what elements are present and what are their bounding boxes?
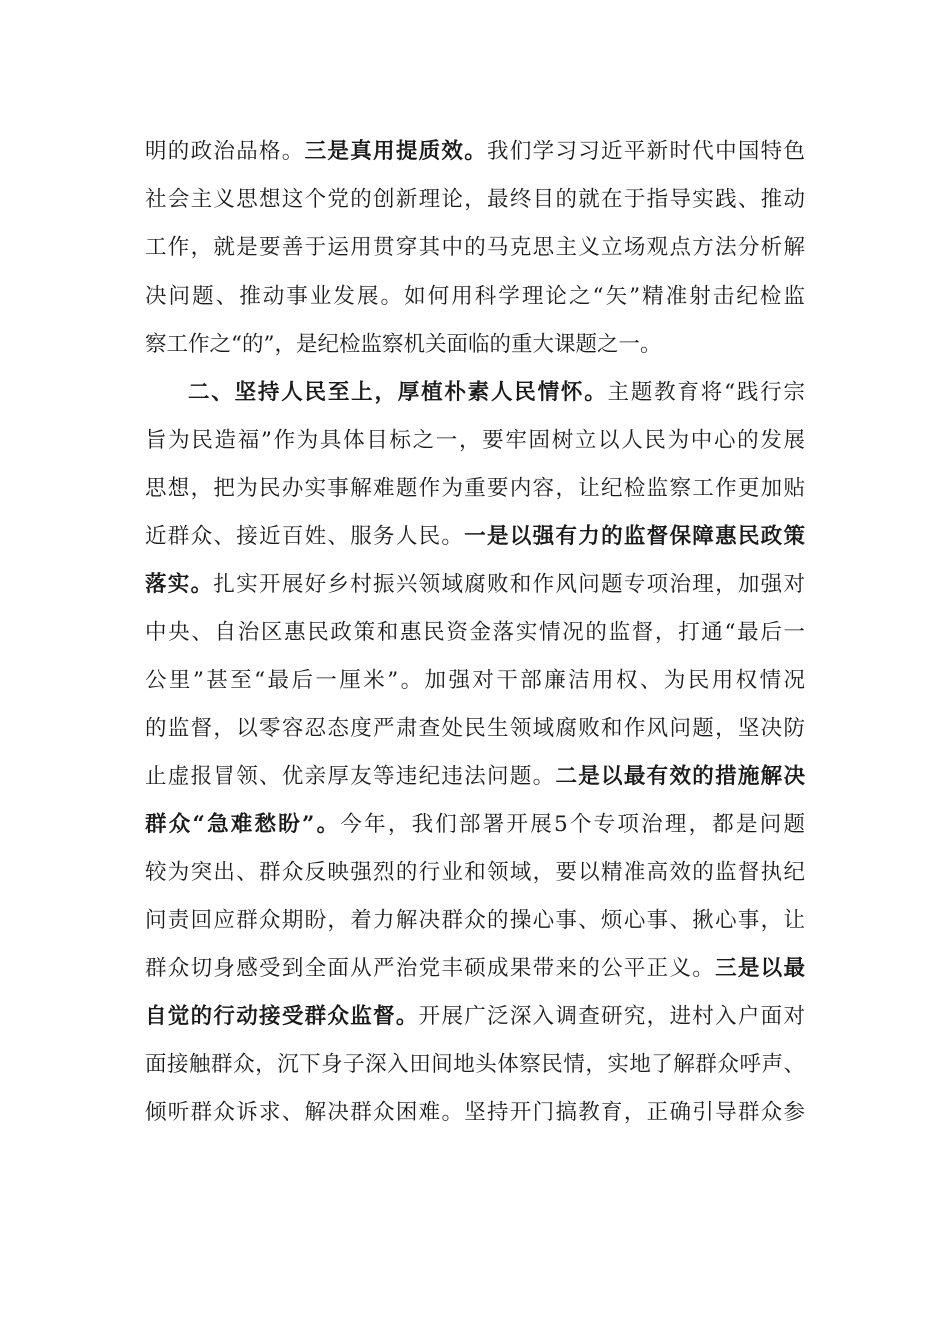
text-run-bold: 三是真用提质效。 [304, 139, 488, 164]
text-line [145, 709, 805, 749]
text-line [145, 325, 805, 365]
text-line [145, 517, 805, 557]
text-run: 旨为民造福”作为具体目标之一，要牢固树立以人民为中心的发展 [145, 428, 805, 453]
text-run: 公里”甚至“最后一厘米”。加强对干部廉洁用权、为民用权情况 [145, 668, 805, 693]
text-line [145, 997, 805, 1037]
text-run-bold: 落实。 [145, 572, 214, 597]
text-run: 面接触群众，沉下身子深入田间地头体察民情，实地了解群众呼声、 [145, 1052, 805, 1077]
section-heading: 二、坚持人民至上，厚植朴素人民情怀。 [188, 380, 608, 405]
text-line [145, 277, 805, 317]
text-line [145, 757, 805, 797]
text-run: 察工作之“的”，是纪检监察机关面临的重大课题之一。 [145, 332, 662, 357]
text-run: 我们学习习近平新时代中国特色 [487, 139, 805, 164]
text-run: 今年，我们部署开展5个专项治理，都是问题 [340, 812, 806, 837]
text-run: 明的政治品格。 [145, 139, 305, 164]
text-line [145, 661, 805, 701]
text-line [145, 180, 805, 220]
text-run: 社会主义思想这个党的创新理论，最终目的就在于指导实践、推动 [145, 187, 805, 212]
text-line [145, 132, 805, 172]
text-line [145, 949, 805, 989]
text-run-bold: 三是以最 [715, 956, 805, 981]
text-run: 中央、自治区惠民政策和惠民资金落实情况的监督，打通“最后一 [145, 620, 805, 645]
text-run: 开展广泛深入调查研究，进村入户面对 [418, 1004, 805, 1029]
text-run: 止虚报冒领、优亲厚友等违纪违法问题。 [145, 764, 556, 789]
text-run: 思想，把为民办实事解难题作为重要内容，让纪检监察工作更加贴 [145, 476, 805, 501]
text-run: 近群众、接近百姓、服务人民。 [145, 524, 465, 549]
text-run: 较为突出、群众反映强烈的行业和领域，要以精准高效的监督执纪 [145, 860, 805, 885]
text-run-bold: 一是以强有力的监督保障惠民政策 [464, 524, 805, 549]
text-line [145, 853, 805, 893]
text-run-bold: 自觉的行动接受群众监督。 [145, 1004, 419, 1029]
text-run-bold: 二是以最有效的措施解决 [555, 764, 805, 789]
text-line [145, 613, 805, 653]
text-line [188, 373, 805, 413]
text-run: 倾听群众诉求、解决群众困难。坚持开门搞教育，正确引导群众参 [145, 1100, 805, 1125]
text-run: 的监督，以零容忍态度严肃查处民生领域腐败和作风问题，坚决防 [145, 716, 805, 741]
text-line [145, 421, 805, 461]
text-line [145, 228, 805, 268]
text-run-bold: 群众“急难愁盼”。 [145, 812, 341, 837]
text-line [145, 901, 805, 941]
text-line [145, 1093, 805, 1133]
text-line [145, 469, 805, 509]
text-run: 群众切身感受到全面从严治党丰硕成果带来的公平正义。 [145, 956, 716, 981]
text-line [145, 1045, 805, 1085]
text-run: 工作，就是要善于运用贯穿其中的马克思主义立场观点方法分析解 [145, 235, 805, 260]
text-run: 决问题、推动事业发展。如何用科学理论之“矢”精准射击纪检监 [145, 284, 805, 309]
text-line [145, 565, 805, 605]
text-run: 问责回应群众期盼，着力解决群众的操心事、烦心事、揪心事，让 [145, 908, 805, 933]
text-line [145, 805, 805, 845]
text-run: 主题教育将“践行宗 [607, 380, 805, 405]
text-run: 扎实开展好乡村振兴领域腐败和作风问题专项治理，加强对 [213, 572, 805, 597]
